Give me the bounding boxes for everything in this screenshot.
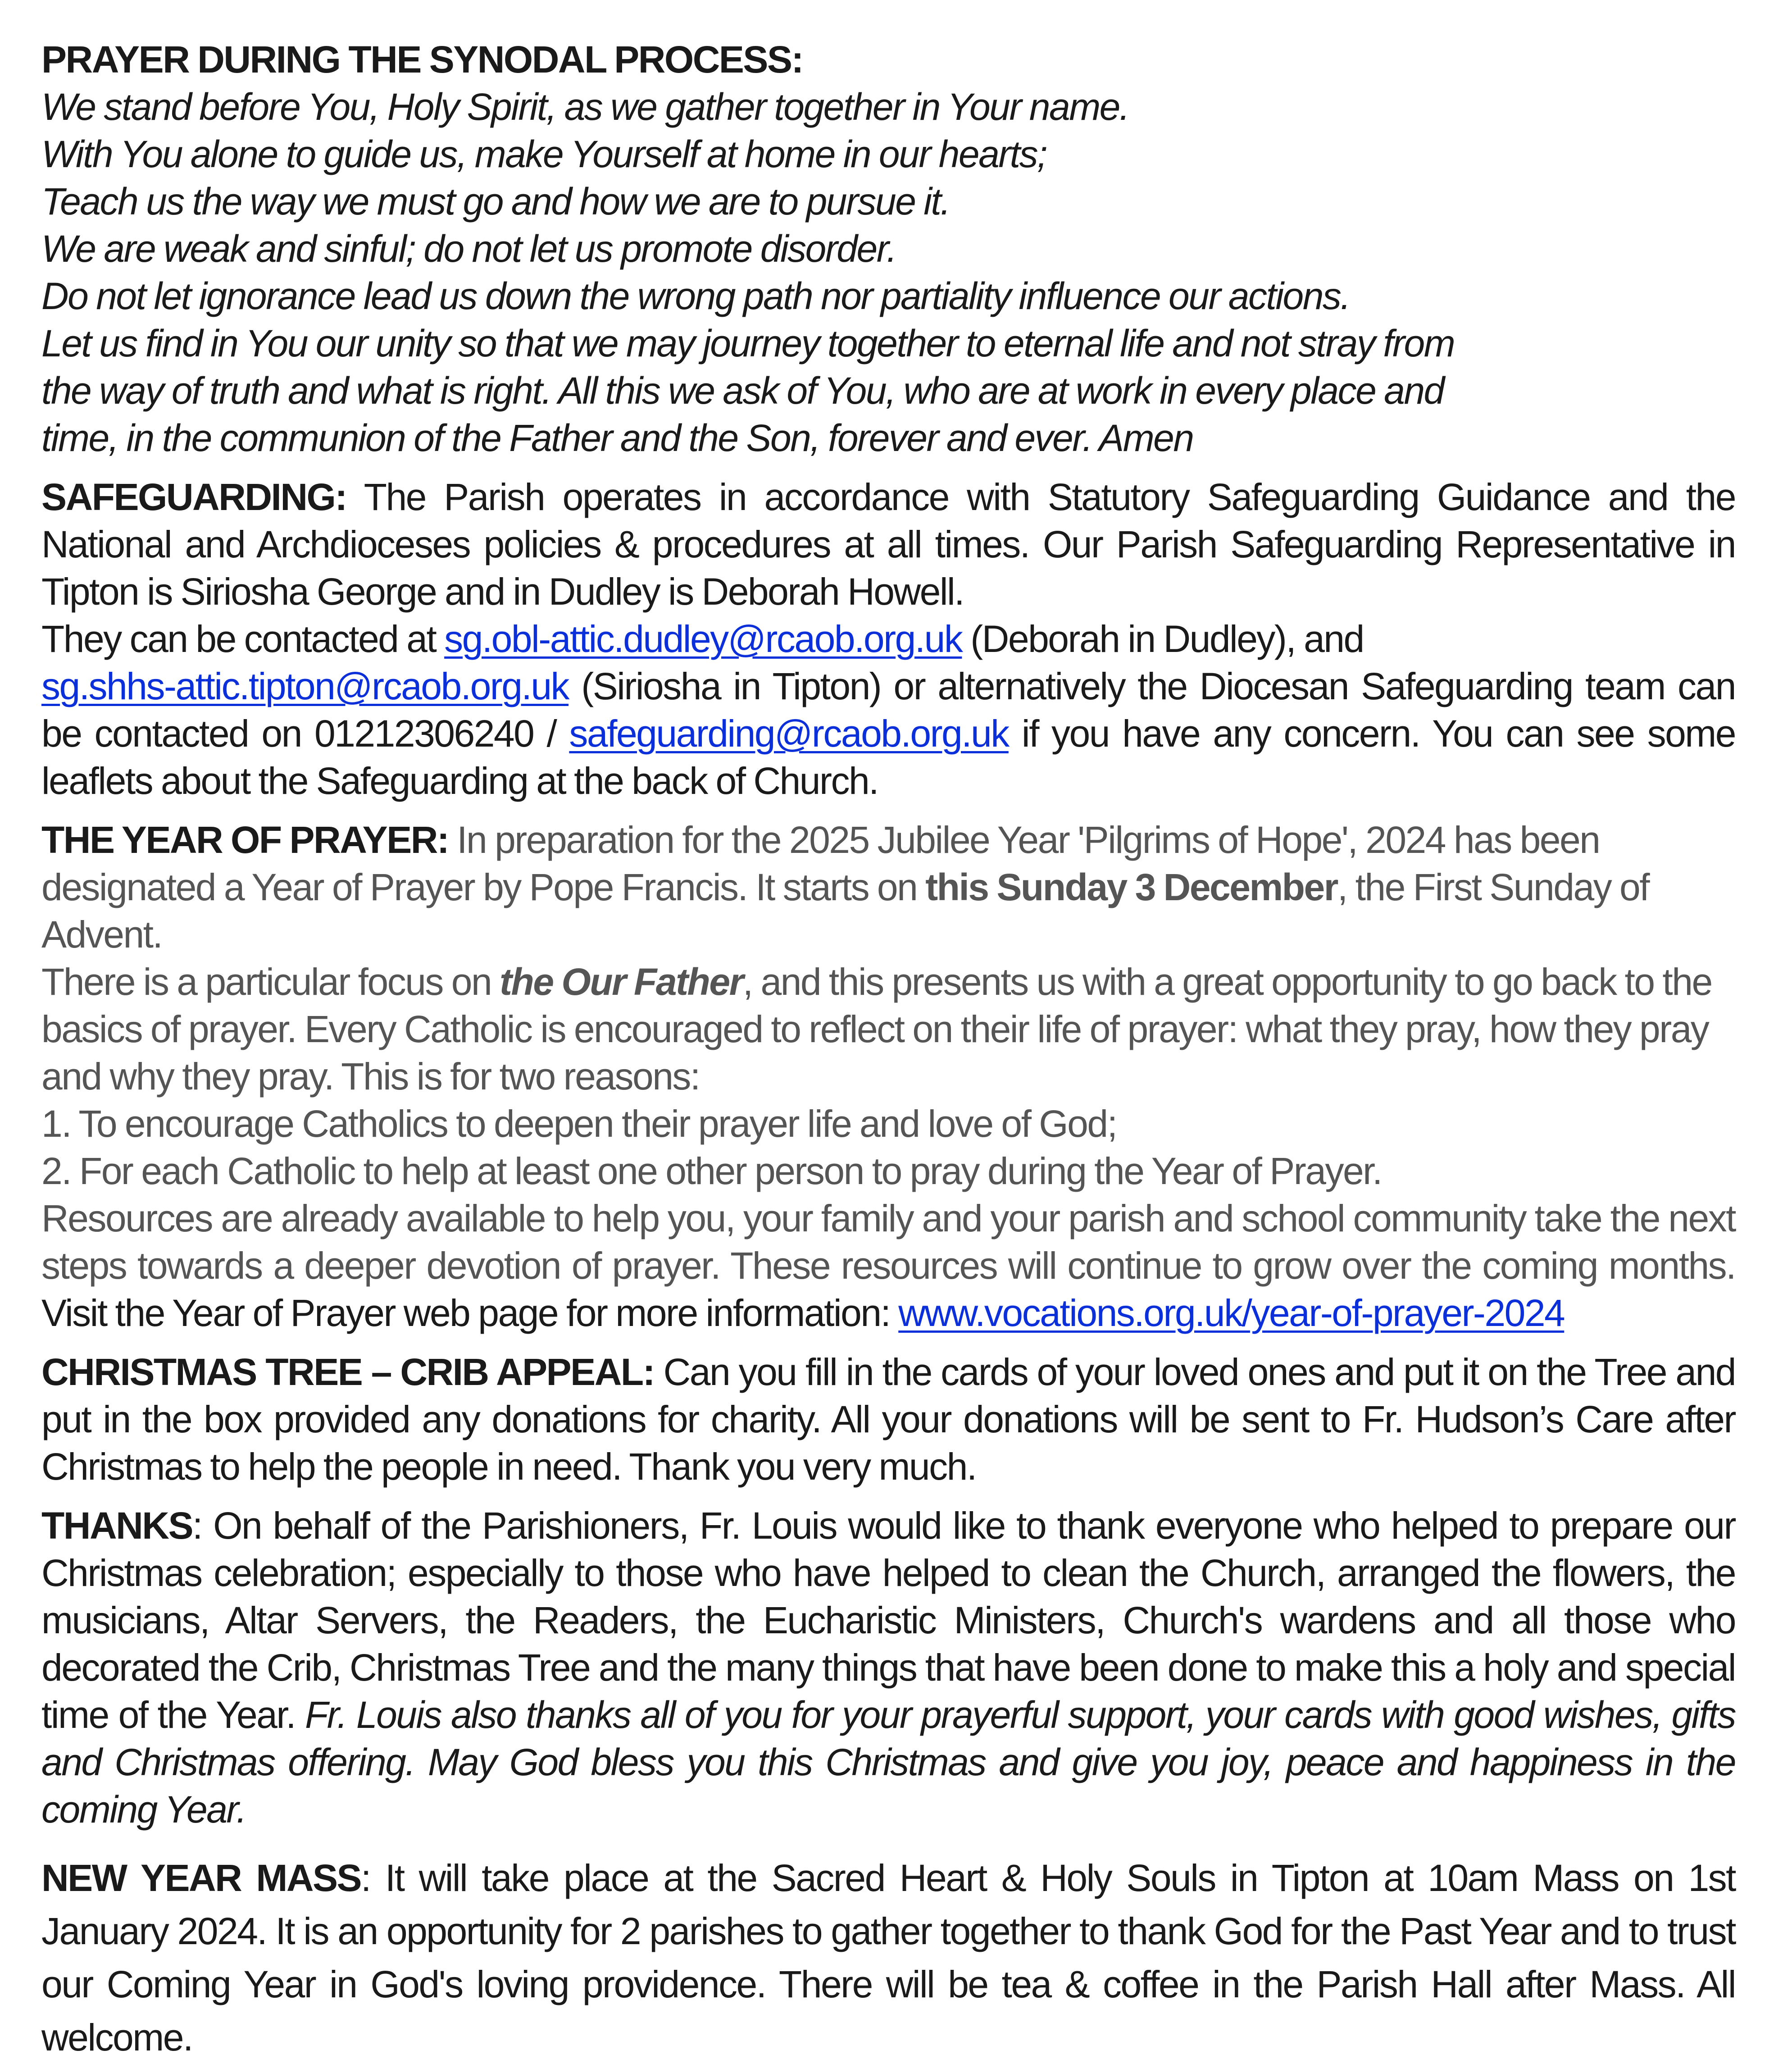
contact-tipton-note: (Siriosha in Tipton) or alternatively the Diocesan Safeguarding team can be contacted on 01212306240 / (41, 665, 1735, 755)
year-of-prayer-url-link[interactable]: www.vocations.org.uk/year-of-prayer-2024 (898, 1292, 1565, 1334)
prayer-line: time, in the communion of the Father and the Son, forever and ever. Amen (41, 417, 1193, 459)
year-of-prayer-paragraph-2 (41, 958, 1735, 1100)
year-of-prayer-section (41, 816, 1735, 1337)
focus-text: , and this presents us with a great opportunity to go back to the basics of prayer. Every Catholic is encouraged to reflect on their life of prayer: what they pray, how they pray and why they pray. This is for two reasons: (41, 961, 1712, 1098)
thanks-heading: THANKS (41, 1504, 192, 1547)
newsletter-page (41, 36, 1735, 2064)
christmas-tree-text: Can you fill in the cards of your loved ones and put it on the Tree and put in the box provided any donations for charity. All your donations will be sent to Fr. Hudson’s Care after Christmas to help the people in need. Thank you very much. (41, 1351, 1735, 1488)
prayer-line: the way of truth and what is right. All this we ask of You, who are at work in every place and (41, 369, 1444, 412)
year-of-prayer-text-end: , the First Sunday of Advent. (41, 866, 1649, 956)
christmas-tree-section (41, 1349, 1735, 1490)
prayer-line: We are weak and sinful; do not let us promote disorder. (41, 228, 896, 270)
contact-intro: They can be contacted at (41, 618, 445, 660)
thanks-section (41, 1502, 1735, 1833)
new-year-mass-section (41, 1851, 1735, 2064)
safeguarding-heading: SAFEGUARDING: (41, 476, 346, 518)
safeguarding-contact-line (41, 615, 1735, 663)
our-father-emphasis: the Our Father (500, 961, 743, 1003)
reason-1: 1. To encourage Catholics to deepen their prayer life and love of God; (41, 1103, 1117, 1145)
prayer-line: With You alone to guide us, make Yourself at home in our hearts; (41, 133, 1046, 175)
safeguarding-text: The Parish operates in accordance with Statutory Safeguarding Guidance and the National and Archdioceses policies & procedures at all times. Our Parish Safeguarding Representative in Tipton is Siriosha George and in Dudley is Deborah Howell. (41, 476, 1735, 613)
prayer-line: We stand before You, Holy Spirit, as we gather together in Your name. (41, 86, 1129, 128)
year-of-prayer-text: In preparation for the 2025 Jubilee Year 'Pilgrims of Hope', 2024 has been designated a Year of Prayer by Pope Francis. It starts on (41, 819, 1600, 908)
email-dudley-link[interactable]: sg.obl-attic.dudley@rcaob.org.uk (444, 618, 962, 660)
start-date: this Sunday 3 December (925, 866, 1337, 908)
christmas-tree-heading: CHRISTMAS TREE – CRIB APPEAL: (41, 1351, 655, 1393)
reason-2: 2. For each Catholic to help at least one other person to pray during the Year of Prayer. (41, 1150, 1382, 1192)
prayer-line: Let us find in You our unity so that we may journey together to eternal life and not stray from (41, 322, 1455, 365)
safeguarding-paragraph-2 (41, 663, 1735, 805)
resources-text: Resources are already available to help you, your family and your parish and school community take the next steps towards a deeper devotion of prayer. These resources will continue to grow over the coming months. (41, 1197, 1735, 1287)
visit-text: Visit the Year of Prayer web page for more information: (41, 1292, 899, 1334)
year-of-prayer-paragraph-1 (41, 816, 1735, 958)
email-diocese-link[interactable]: safeguarding@rcaob.org.uk (569, 712, 1009, 755)
contact-dudley-note: (Deborah in Dudley), and (962, 618, 1364, 660)
safeguarding-section (41, 474, 1735, 805)
email-tipton-link[interactable]: sg.shhs-attic.tipton@rcaob.org.uk (41, 665, 569, 707)
thanks-text: : On behalf of the Parishioners, Fr. Louis would like to thank everyone who helped to prepare our Christmas celebration; especially to those who have helped to clean the Church, arranged the flowers, the musicians, Altar Servers, the Readers, the Eucharistic Ministers, Church's wardens and all those who decorated the Crib, Christmas Tree and the many things that have been done to make this a holy and special time of the Year. (41, 1504, 1735, 1736)
prayer-line: Teach us the way we must go and how we are to pursue it. (41, 180, 950, 223)
prayer-heading: PRAYER DURING THE SYNODAL PROCESS: (41, 38, 803, 81)
focus-intro: There is a particular focus on (41, 961, 500, 1003)
safeguarding-paragraph-1 (41, 474, 1735, 615)
safeguarding-closing: if you have any concern. You can see some leaflets about the Safeguarding at the back of Church. (41, 712, 1735, 802)
year-of-prayer-heading: THE YEAR OF PRAYER: (41, 819, 449, 861)
new-year-mass-heading: NEW YEAR MASS (41, 1857, 361, 1899)
new-year-mass-text: : It will take place at the Sacred Heart & Holy Souls in Tipton at 10am Mass on 1st January 2024. It is an opportunity for 2 parishes to gather together to thank God for the Past Year and to trust our Coming Year in God's loving providence. There will be tea & coffee in the Parish Hall after Mass. All welcome. (41, 1857, 1736, 2059)
thanks-italic-text: Fr. Louis also thanks all of you for your prayerful support, your cards with good wishes, gifts and Christmas offering. May God bless you this Christmas and give you joy, peace and happiness in the coming Year. (41, 1694, 1736, 1831)
prayer-section (41, 36, 1735, 462)
prayer-line: Do not let ignorance lead us down the wrong path nor partiality influence our actions. (41, 275, 1350, 317)
year-of-prayer-paragraph-3 (41, 1195, 1735, 1337)
